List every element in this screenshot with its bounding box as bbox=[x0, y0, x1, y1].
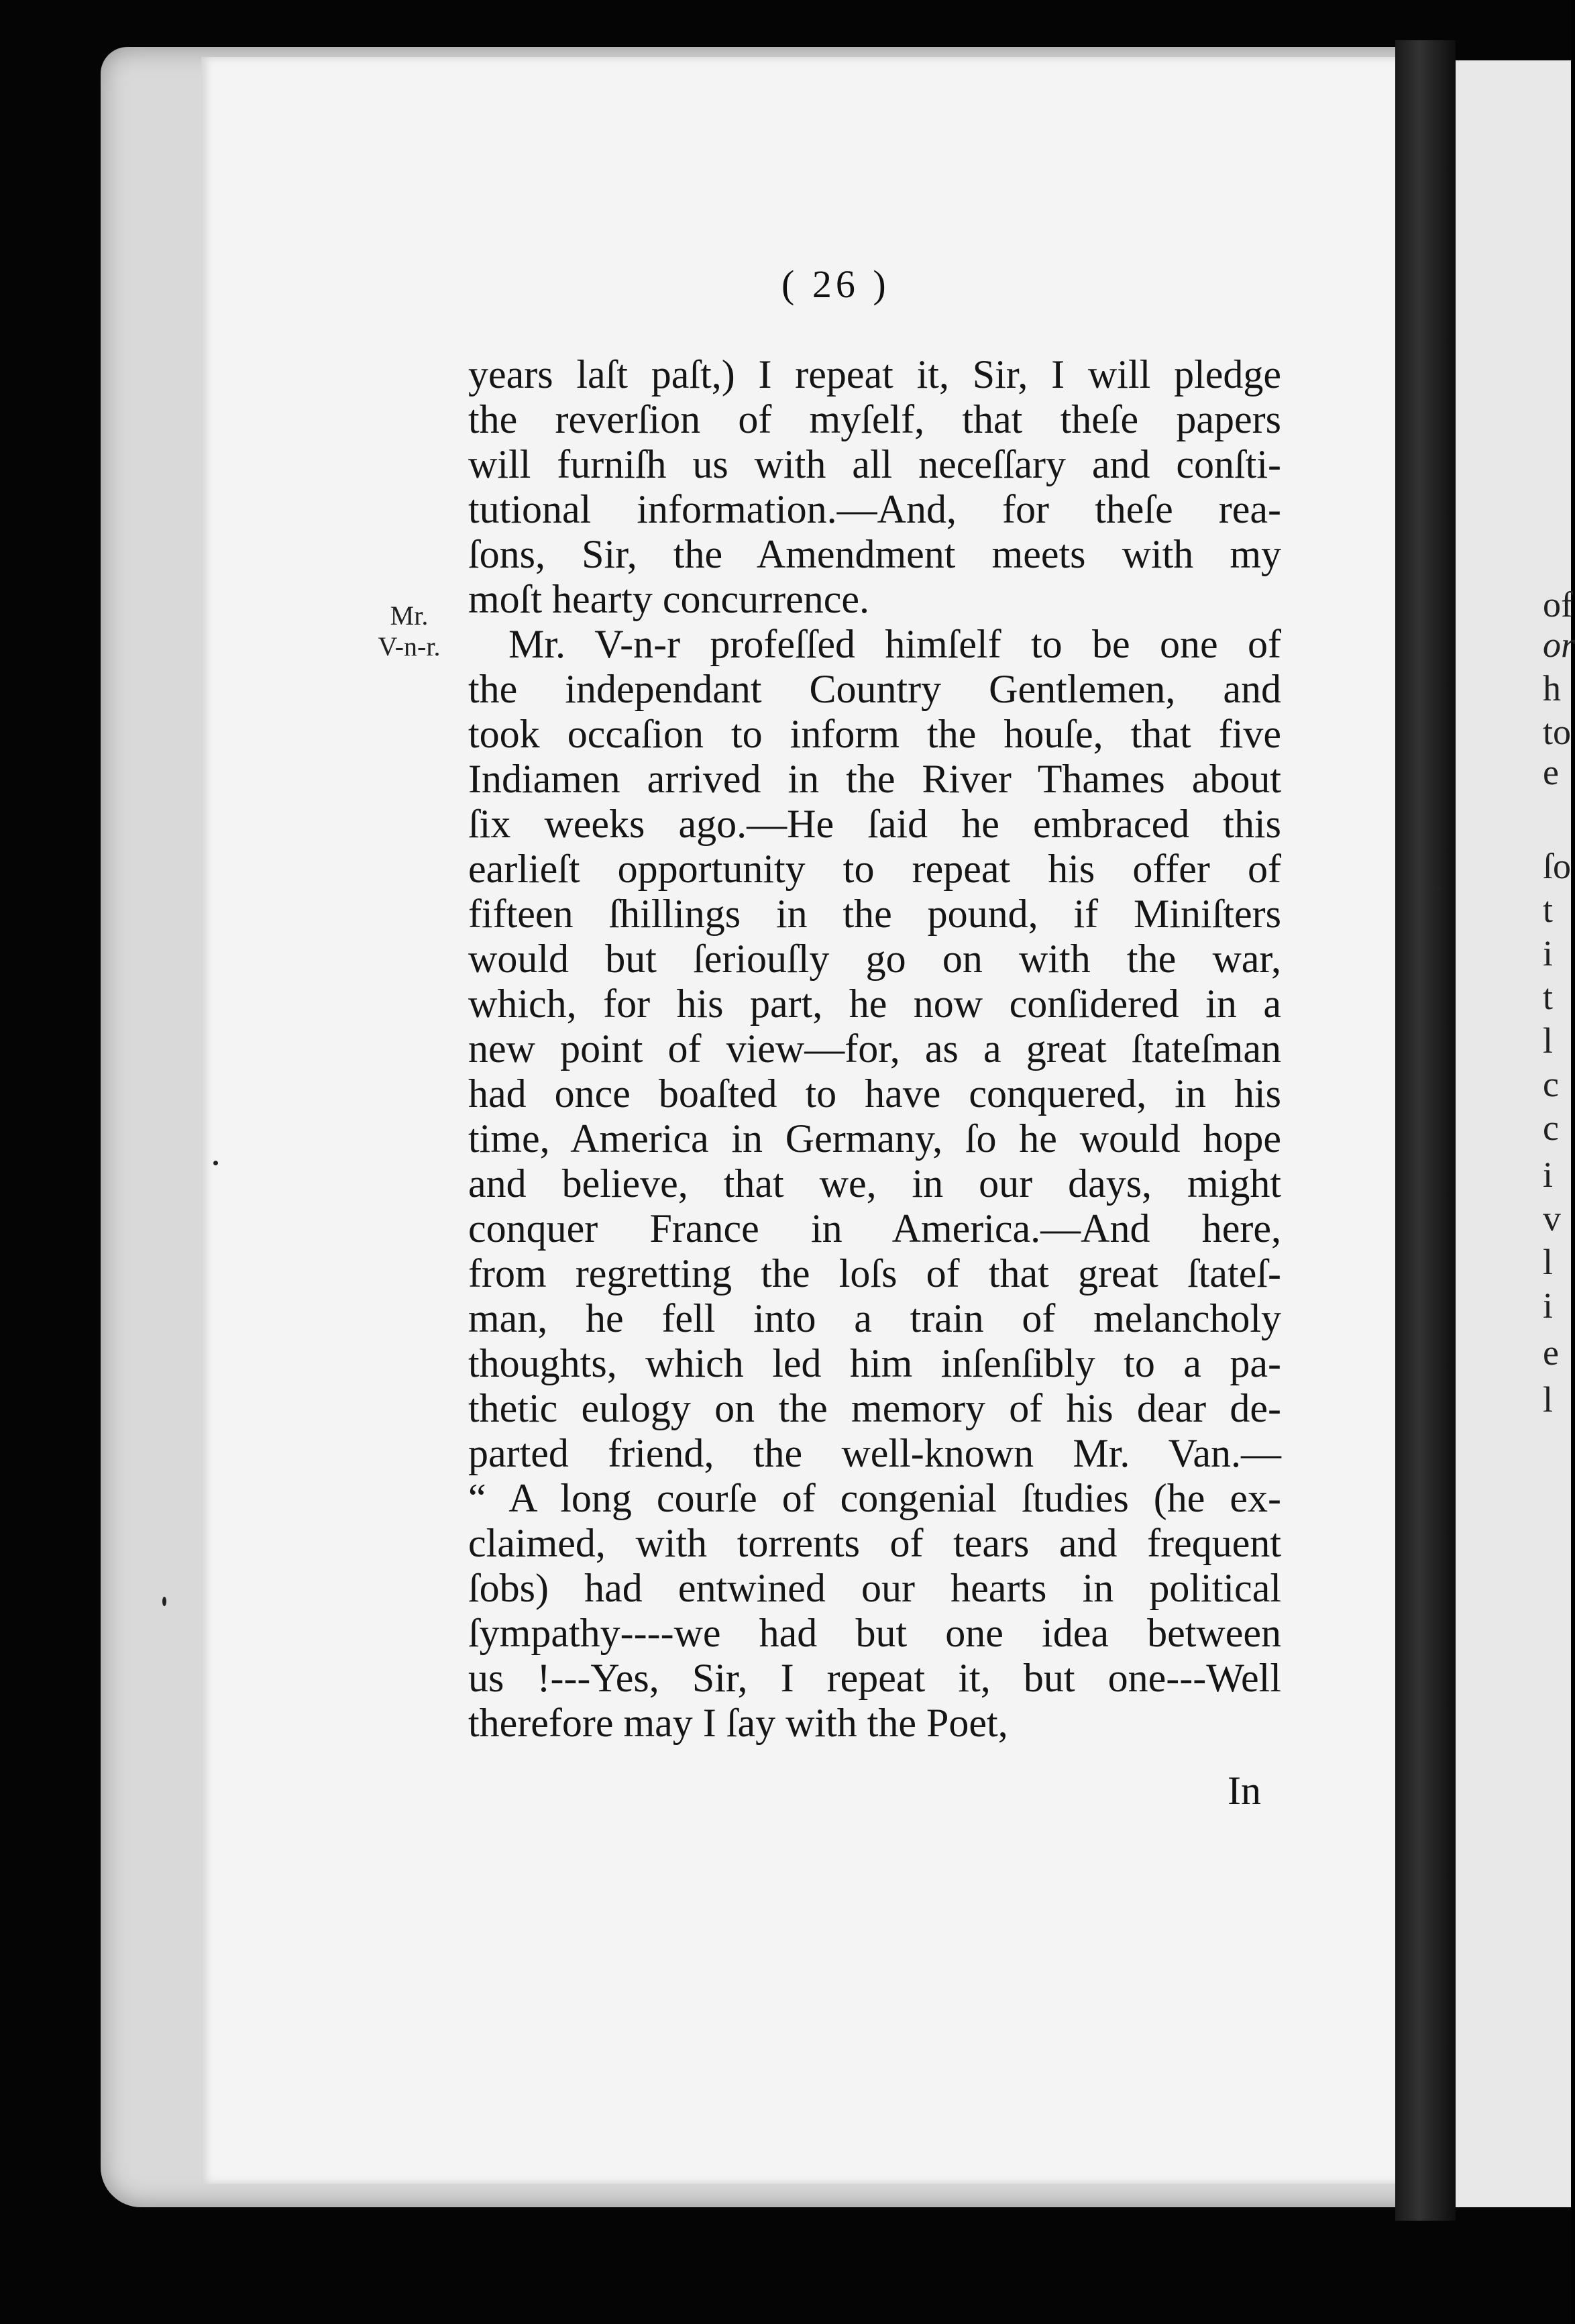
facing-page-fragment: e bbox=[1543, 1332, 1559, 1373]
facing-page-fragment: v bbox=[1543, 1198, 1561, 1238]
facing-page-fragment: c bbox=[1543, 1064, 1559, 1104]
facing-page-fragment: c bbox=[1543, 1108, 1559, 1148]
facing-page-fragment: or bbox=[1543, 625, 1575, 665]
page-number: ( 26 ) bbox=[781, 262, 890, 306]
text-line: had once boaſted to have conquered, in his bbox=[468, 1071, 1281, 1116]
catchword: In bbox=[1228, 1768, 1261, 1813]
text-line: and believe, that we, in our days, might bbox=[468, 1161, 1281, 1206]
text-line: therefore may I ſay with the Poet, bbox=[468, 1701, 1008, 1745]
text-line: ſympathy----we had but one idea between bbox=[468, 1611, 1281, 1655]
text-line: Mr. V-n-r profeſſed himſelf to be one of bbox=[508, 622, 1281, 666]
facing-page-fragment: to bbox=[1543, 712, 1572, 752]
text-line: “ A long courſe of congenial ſtudies (he ex- bbox=[468, 1476, 1281, 1520]
facing-page-fragment: l bbox=[1543, 1379, 1554, 1420]
text-line: claimed, with torrents of tears and frequent bbox=[468, 1521, 1281, 1565]
binding-gutter bbox=[1395, 40, 1456, 2221]
facing-page-fragment: i bbox=[1543, 933, 1554, 973]
text-line: conquer France in America.—And here, bbox=[468, 1206, 1281, 1251]
facing-page-fragment: i bbox=[1543, 1155, 1554, 1195]
text-line: new point of view—for, as a great ſtateſman bbox=[468, 1026, 1281, 1071]
body-text bbox=[468, 352, 1281, 1746]
text-line: will furniſh us with all neceſſary and conſti- bbox=[468, 442, 1281, 486]
margin-note-line: V-n-r. bbox=[378, 631, 441, 662]
text-line: thetic eulogy on the memory of his dear de- bbox=[468, 1386, 1281, 1430]
ink-speck bbox=[213, 1161, 218, 1165]
text-line: would but ſeriouſly go on with the war, bbox=[468, 937, 1281, 981]
text-line: years laſt paſt,) I repeat it, Sir, I will pledge bbox=[468, 352, 1281, 397]
facing-page-fragment: l bbox=[1543, 1020, 1554, 1061]
facing-page-fragment: e bbox=[1543, 752, 1559, 792]
facing-page-fragment: of bbox=[1543, 584, 1573, 625]
facing-page-fragment: h bbox=[1543, 668, 1561, 708]
text-line: the independant Country Gentlemen, and bbox=[468, 667, 1281, 711]
text-line: which, for his part, he now conſidered in a bbox=[468, 982, 1281, 1026]
text-line: ſix weeks ago.—He ſaid he embraced this bbox=[468, 802, 1281, 846]
ink-speck bbox=[162, 1597, 166, 1606]
facing-page-fragment: l bbox=[1543, 1242, 1554, 1282]
text-line: from regretting the loſs of that great ſtateſ- bbox=[468, 1251, 1281, 1296]
text-line: man, he fell into a train of melancholy bbox=[468, 1296, 1281, 1340]
facing-page-fragment: t bbox=[1543, 977, 1554, 1017]
text-line: the reverſion of myſelf, that theſe papers bbox=[468, 397, 1281, 441]
margin-note-line: Mr. bbox=[390, 600, 429, 631]
text-line: tutional information.—And, for theſe rea- bbox=[468, 487, 1281, 531]
text-line: ſobs) had entwined our hearts in political bbox=[468, 1566, 1281, 1610]
ink-speck bbox=[1435, 886, 1441, 891]
text-line: time, America in Germany, ſo he would hope bbox=[468, 1116, 1281, 1161]
text-line: fifteen ſhillings in the pound, if Miniſters bbox=[468, 892, 1281, 936]
text-line: us !---Yes, Sir, I repeat it, but one---Well bbox=[468, 1656, 1281, 1700]
text-line: earlieſt opportunity to repeat his offer of bbox=[468, 847, 1281, 891]
text-line: thoughts, which led him inſenſibly to a pa- bbox=[468, 1341, 1281, 1385]
facing-page-fragment: t bbox=[1543, 890, 1554, 930]
text-line: moſt hearty concurrence. bbox=[468, 577, 870, 621]
margin-note-speaker bbox=[356, 600, 463, 662]
text-line: ſons, Sir, the Amendment meets with my bbox=[468, 532, 1281, 576]
text-line: Indiamen arrived in the River Thames about bbox=[468, 757, 1281, 801]
facing-page-fragment: i bbox=[1543, 1285, 1554, 1326]
text-line: took occaſion to inform the houſe, that five bbox=[468, 712, 1281, 756]
text-line: parted friend, the well-known Mr. Van.— bbox=[468, 1431, 1281, 1475]
facing-page-fragment: ſo bbox=[1543, 846, 1572, 886]
